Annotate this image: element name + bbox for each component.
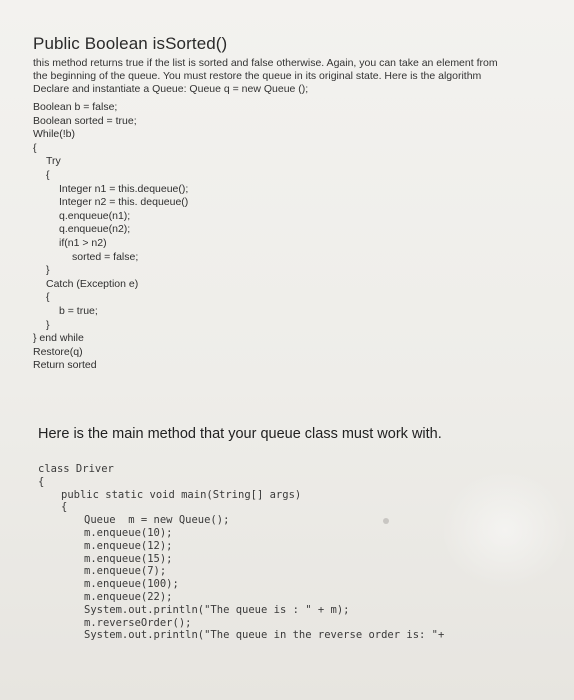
algorithm-line: Catch (Exception e): [46, 277, 139, 290]
method-description: [33, 57, 523, 96]
description-line: the beginning of the queue. You must restore the queue in its original state. Here is the algorithm: [33, 70, 482, 82]
driver-code-block: [38, 463, 444, 642]
algorithm-line: q.enqueue(n2);: [59, 223, 131, 236]
light-glare: [440, 470, 570, 590]
code-line: m.enqueue(12);: [84, 539, 173, 552]
code-line: m.enqueue(100);: [84, 578, 179, 591]
main-method-heading: Here is the main method that your queue class must work with.: [38, 426, 442, 442]
algorithm-line: }: [46, 318, 50, 331]
algorithm-line: Integer n2 = this. dequeue(): [59, 196, 189, 209]
algorithm-line: } end while: [33, 332, 84, 345]
code-line: Queue m = new Queue();: [84, 514, 230, 527]
code-line: {: [38, 475, 45, 488]
algorithm-line: While(!b): [33, 128, 76, 141]
algorithm-line: b = true;: [59, 304, 98, 317]
algorithm-line: sorted = false;: [72, 250, 139, 263]
algorithm-line: {: [33, 141, 37, 154]
smudge-mark: [383, 518, 389, 524]
algorithm-line: Integer n1 = this.dequeue();: [59, 182, 189, 195]
algorithm-line: q.enqueue(n1);: [59, 209, 131, 222]
algorithm-line: if(n1 > n2): [59, 236, 107, 249]
algorithm-line: {: [46, 168, 50, 181]
code-line: public static void main(String[] args): [61, 488, 302, 501]
code-line: System.out.println("The queue is : " + m);: [84, 603, 350, 616]
code-line: m.enqueue(10);: [84, 526, 173, 539]
description-line: this method returns true if the list is sorted and false otherwise. Again, you can take an element from: [33, 57, 498, 69]
description-line: Declare and instantiate a Queue: Queue q = new Queue ();: [33, 83, 309, 95]
code-line: System.out.println("The queue in the reverse order is: "+: [84, 629, 445, 642]
algorithm-line: Return sorted: [33, 359, 97, 372]
code-line: m.enqueue(7);: [84, 565, 167, 578]
algorithm-line: Restore(q): [33, 345, 83, 358]
algorithm-line: Boolean sorted = true;: [33, 114, 137, 127]
method-title: Public Boolean isSorted(): [33, 34, 228, 53]
algorithm-line: Boolean b = false;: [33, 101, 118, 113]
code-line: m.reverseOrder();: [84, 616, 192, 629]
code-line: m.enqueue(22);: [84, 590, 173, 603]
algorithm-line: {: [46, 291, 50, 304]
code-line: m.enqueue(15);: [84, 552, 173, 565]
algorithm-line: Try: [46, 155, 61, 168]
algorithm-line: }: [46, 264, 50, 277]
algorithm-block: [33, 101, 188, 373]
code-line: {: [61, 501, 68, 514]
code-line: class Driver: [38, 463, 114, 475]
